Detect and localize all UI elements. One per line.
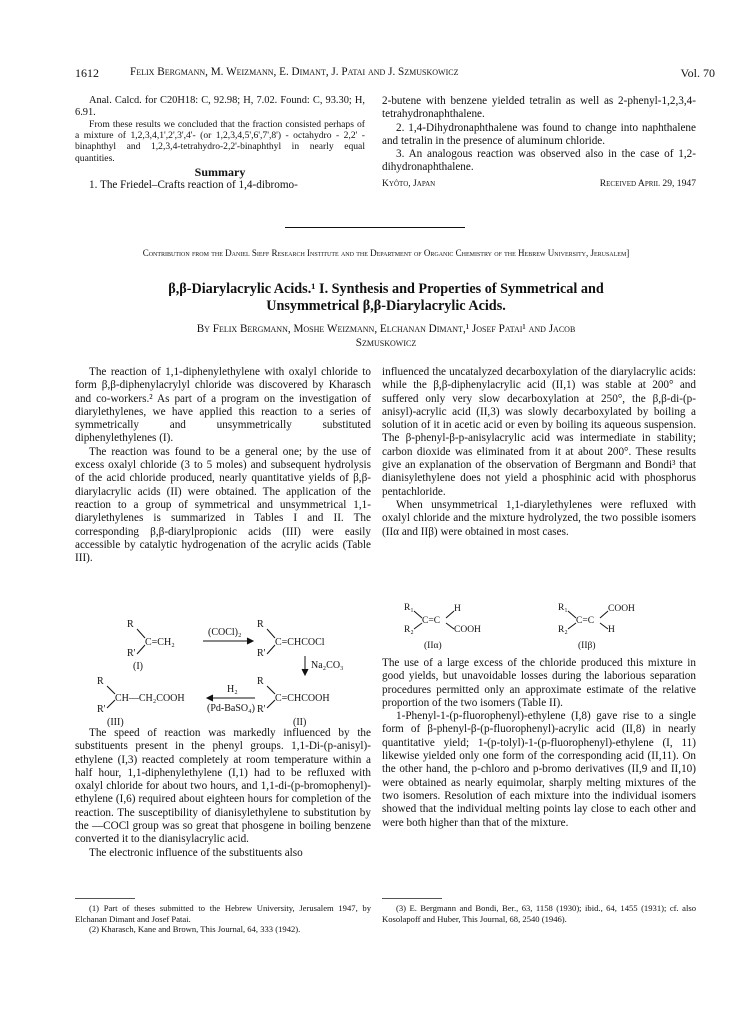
footnote-1: (1) Part of theses submitted to the Hebrew University, Jerusalem 1947, by Elchanan Dimant and Josef Patai. (75, 903, 371, 924)
summary-item-3: 3. An analogous reaction was observed also in the case of 1,2-dihydronaphthalene. (382, 148, 696, 174)
page-header (75, 66, 715, 82)
footnote-rule-left (75, 898, 135, 899)
footnotes-left (75, 903, 371, 935)
left-paragraph-2: The reaction was found to be a general one; by the use of excess oxalyl chloride (3 to 5 moles) and subsequent hydrolysis of the acid chloride produced, nearly quantitative yields of β,β-diarylacrylic acids (II) were obtained. The application of the reaction to a group of symmetrical and unsymmetrical 1,1-diarylethylenes is summarized in Tables I and II. The corresponding β,β-diarylpropionic acids (III) were easily accessible by catalytic hydrogenation of the acrylic acids (Table III). (75, 445, 371, 565)
summary-item-2: 2. 1,4-Dihydronaphthalene was found to change into naphthalene and tetralin in the presence of aluminum chloride. (382, 121, 696, 147)
isomer-a-h: H (454, 604, 461, 614)
r-prime-top-2: R' (257, 648, 266, 659)
volume: Vol. 70 (680, 66, 715, 80)
right-paragraph-2: When unsymmetrical 1,1-diarylethylenes were refluxed with oxalyl chloride and the mixture hydrolyzed, the two possible isomers (IIα and IIβ) were obtained in most cases. (382, 498, 696, 538)
isomer-a-cc: C=C (422, 616, 441, 626)
running-authors: Felix Bergmann, M. Weizmann, E. Dimant, J. Patai and J. Szmuskowicz (130, 66, 459, 78)
page-number: 1612 (75, 66, 99, 80)
pd-baso4-catalyst: (Pd-BaSO₄) (207, 703, 255, 714)
r-prime-top-1: R' (127, 648, 136, 659)
isomer-b-r2: R₂ (558, 625, 568, 635)
byline-line-1: By Felix Bergmann, Moshe Weizmann, Elchanan Dimant,¹ Josef Patai¹ and Jacob (196, 323, 576, 335)
footnote-2: (2) Kharasch, Kane and Brown, This Journal, 64, 333 (1942). (89, 924, 301, 935)
isomer-a-r1: R₁ (404, 603, 414, 613)
left-paragraph-3: The speed of reaction was markedly influenced by the substituents present in the phenyl groups. 1,1-Di-(p-anisyl)-ethylene (I,3) reacted completely at room temperature within a half hour, 1,1-diphenylethylene (I,1) had to be refluxed with oxalyl chloride for about two hours, and 1,1-di-(p-bromophenyl)-ethylene (I,6) required about eighteen hours for completion of the reaction. The susceptibility of dianisylethylene to substitution by the —COCl group was so great that phosgene in boiling benzene converted it to the dianisylacrylic acid. (75, 727, 371, 846)
right-paragraph-3: The use of a large excess of the chloride produced this mixture in good yields, but unavoidable losses during the laborious separation procedures permitted only an approximate estimate of the relative proportion of the two isomers (Table II). (382, 657, 696, 709)
label-II-alpha: (IIα) (424, 641, 442, 651)
contribution-note: Contribution from the Daniel Sieff Research Institute and the Department of Organic Chemistry of the Hebrew University, Jerusalem] (142, 248, 630, 258)
right-column-top (382, 366, 696, 539)
label-III: (III) (107, 717, 124, 728)
r-top-2: R (257, 619, 264, 630)
isomer-b-cooh: COOH (608, 604, 635, 614)
reaction-scheme (75, 612, 375, 728)
summary-item-1-end: 2-butene with benzene yielded tetralin as well as 2-phenyl-1,2,3,4-tetrahydronaphthalene. (382, 95, 696, 121)
propionic-acid: CH—CH₂COOH (115, 693, 185, 704)
label-II: (II) (293, 717, 307, 728)
prev-article-right (382, 95, 696, 189)
byline (75, 322, 697, 350)
summary-item-1-start: 1. The Friedel–Crafts reaction of 1,4-dibromo- (89, 178, 298, 191)
r-bottom-2: R (257, 676, 264, 687)
label-I: (I) (133, 661, 143, 672)
isomer-b-r1: R₁ (558, 603, 568, 613)
r-bottom-1: R (97, 676, 104, 687)
cocl2-reagent: (COCl)₂ (208, 627, 242, 638)
isomer-a-cooh: COOH (454, 625, 481, 635)
section-divider (285, 227, 465, 228)
byline-line-2: Szmuskowicz (355, 337, 417, 349)
r-prime-bottom-1: R' (97, 704, 106, 715)
left-paragraph-4: The electronic influence of the substituents also (89, 846, 303, 859)
h2-reagent: H₂ (227, 684, 238, 695)
right-column-bottom (382, 657, 696, 830)
footnote-3: (3) E. Bergmann and Bondi, Ber., 63, 1158 (1930); ibid., 64, 1455 (1931); cf. also Kosolapoff and Huber, This Journal, 68, 2540 (1946). (382, 903, 696, 924)
conclusion-text: From these results we concluded that the fraction consisted perhaps of a mixture of 1,2,3,4,1',2',3',4'- (or 1,2,3,4,5',6',7',8') - octahydro - 2,2' - binaphthyl and 1,2,3,4-tetrahydro-2,2'-binaphthyl in nearly equal quantities. (75, 119, 365, 164)
footnotes-right (382, 903, 696, 924)
ethylene-I: C=CH₂ (145, 637, 175, 648)
anal-text: Anal. Calcd. for C20H18: C, 92.98; H, 7.02. Found: C, 93.30; H, 6.91. (75, 95, 365, 118)
summary-heading: Summary (194, 164, 246, 179)
right-paragraph-1: influenced the uncatalyzed decarboxylation of the diarylacrylic acids: while the β,β-diphenylacrylic acid (II,1) was stable at 200° and suffered only very slow decarboxylation at 250°, the β,β-di-(p-anisyl)-acrylic acid (II,3) was slowly decarboxylated by boiling a solution of it in acetic acid or even by boiling its aqueous suspension. The β-phenyl-β-p-anisylacrylic acid was intermediate in stability; carbon dioxide was eliminated from it at about 200°. These results give an explanation of the observation of Bergmann and Bondi³ that dianisylethylene does not yield a phosphinic acid with phosphorus pentachloride. (382, 366, 696, 498)
right-paragraph-4: 1-Phenyl-1-(p-fluorophenyl)-ethylene (I,8) gave rise to a single form of β-phenyl-β-(p-fluorophenyl)-acrylic acid (II,8) in nearly quantitative yield; 1-(p-tolyl)-1-(p-fluorophenyl)-ethylene (I, 11) likewise yielded only one form of the corresponding acid (II,11). On the other hand, the p-chloro and p-bromo derivatives (II,9 and II,10) were obtained as nearly equimolar, sharply melting mixtures of the two isomers. Resolution of each mixture into the individual isomers showed that the individual melting points lay close to each other and were both higher than that of the mixture. (382, 710, 696, 829)
left-column-bottom (75, 727, 371, 860)
prev-article-left (75, 95, 365, 192)
acrylic-acid: C=CHCOOH (275, 693, 330, 704)
isomer-b-cc: C=C (576, 616, 595, 626)
acid-chloride: C=CHCOCl (275, 637, 325, 648)
r-prime-bottom-2: R' (257, 704, 266, 715)
received-date: Received April 29, 1947 (599, 177, 696, 189)
r-top-1: R (127, 619, 134, 630)
left-column-top (75, 366, 371, 565)
label-II-beta: (IIβ) (578, 641, 596, 651)
isomer-structures (382, 598, 696, 654)
article-title (75, 281, 697, 315)
isomer-b-h: H (608, 625, 615, 635)
title-line-1: β,β-Diarylacrylic Acids.¹ I. Synthesis and Properties of Symmetrical and (168, 281, 604, 297)
isomer-a-r2: R₂ (404, 625, 414, 635)
title-line-2: Unsymmetrical β,β-Diarylacrylic Acids. (266, 298, 506, 314)
left-paragraph-1: The reaction of 1,1-diphenylethylene with oxalyl chloride to form β,β-diphenylacrylyl chloride was discovered by Kharasch and co-workers.² As part of a program on the investigation of diarylethylenes, we have applied this reaction to a series of symmetrically and unsymmetrically substituted diphenylethylenes (I). (75, 366, 371, 445)
footnote-rule-right (382, 898, 442, 899)
location: Kyôto, Japan (382, 177, 436, 189)
na2co3-reagent: Na₂CO₃ (311, 660, 344, 671)
